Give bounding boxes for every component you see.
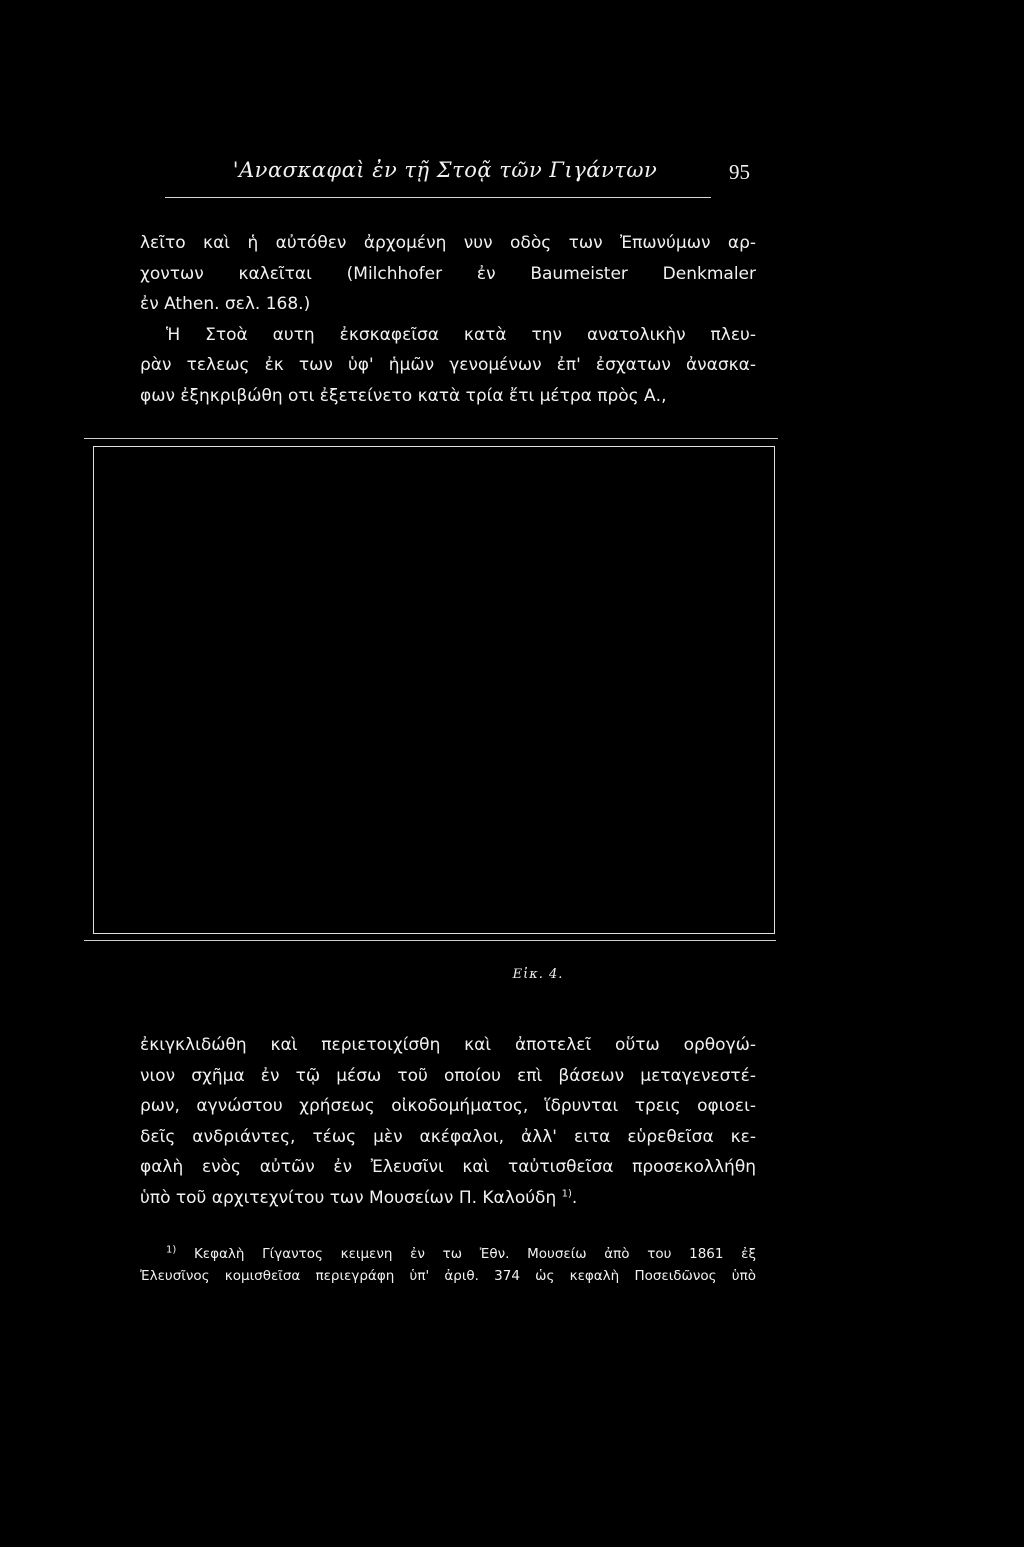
text-line: ρὰν τελεως ἐκ των ὑφ' ἡμῶν γενομένων ἐπ' ἐσχατων ἀνασκα- xyxy=(140,355,756,375)
text-line: Ἡ Στοὰ αυτη ἐκσκαφεῖσα κατὰ την ανατολικὴν πλευ- xyxy=(166,324,756,345)
text-line: λεῖτο καὶ ἡ αὐτόθεν ἀρχομένη νυν οδὸς των Ἐπωνύμων αρ- xyxy=(140,233,756,253)
figure-bottom-rule xyxy=(84,940,776,941)
text-line: ἐν Athen. σελ. 168.) xyxy=(140,294,311,314)
text-line-final-text: ὑπὸ τοῦ αρχιτεχνίτου των Μουσείων Π. Καλούδη xyxy=(140,1187,557,1208)
paragraph-bottom xyxy=(140,1030,756,1213)
running-head xyxy=(140,158,750,192)
text-line: χοντων καλεῖται (Milchhofer ἐν Baumeister Denkmaler xyxy=(140,263,756,284)
text-line: ἐκιγκλιδώθη καὶ περιετοιχίσθη καὶ ἀποτελεῖ οὕτω ορθογώ- xyxy=(140,1035,756,1055)
header-rule xyxy=(165,197,711,198)
text-line: φων ἐξηκριβώθη οτι ἐξετείνετο κατὰ τρία ἔτι μέτρα πρὸς Α., xyxy=(140,385,667,406)
figure-caption: Εἰκ. 4. xyxy=(512,967,564,982)
paragraph-top xyxy=(140,228,756,411)
text-line: δεῖς ανδριάντες, τέως μὲν ακέφαλοι, ἀλλ' ειτα εὑρεθεῖσα κε- xyxy=(140,1126,756,1147)
text-line-final: ὑπὸ τοῦ αρχιτεχνίτου των Μουσείων Π. Καλούδη $^{1)}$. xyxy=(140,1187,578,1208)
figure-top-rule xyxy=(84,438,778,439)
page-number: 95 xyxy=(729,160,750,184)
footnote-line xyxy=(140,1243,756,1265)
footnote-line-text: Κεφαλὴ Γίγαντος κειμενη ἐν τω Ἐθν. Μουσείω ἀπὸ του 1861 ἐξ xyxy=(193,1246,756,1262)
footnote-line: Ἐλευσῖνος κομισθεῖσα περιεγράφη ὑπ' ἀριθ. 374 ὡς κεφαλὴ Ποσειδῶνος ὑπὸ xyxy=(140,1268,756,1284)
footnote xyxy=(140,1243,756,1287)
running-title: 'Ανασκαφαὶ ἐν τῇ Στοᾷ τῶν Γιγάντων xyxy=(232,158,658,182)
text-line: φαλὴ ενὸς αὐτῶν ἐν Ἐλευσῖνι καὶ ταὐτισθεῖσα προσεκολλήθη xyxy=(140,1157,756,1177)
footnote-reference: 1) xyxy=(561,1187,572,1199)
text-line: ρων, αγνώστου χρήσεως οἰκοδομήματος, ἵδρυνται τρεις οφιοει- xyxy=(140,1096,756,1116)
footnote-marker: 1) xyxy=(166,1244,177,1256)
figure-placeholder xyxy=(93,446,775,934)
text-line: νιον σχῆμα ἐν τῷ μέσω τοῦ οποίου επὶ βάσεων μεταγενεστέ- xyxy=(140,1065,756,1086)
